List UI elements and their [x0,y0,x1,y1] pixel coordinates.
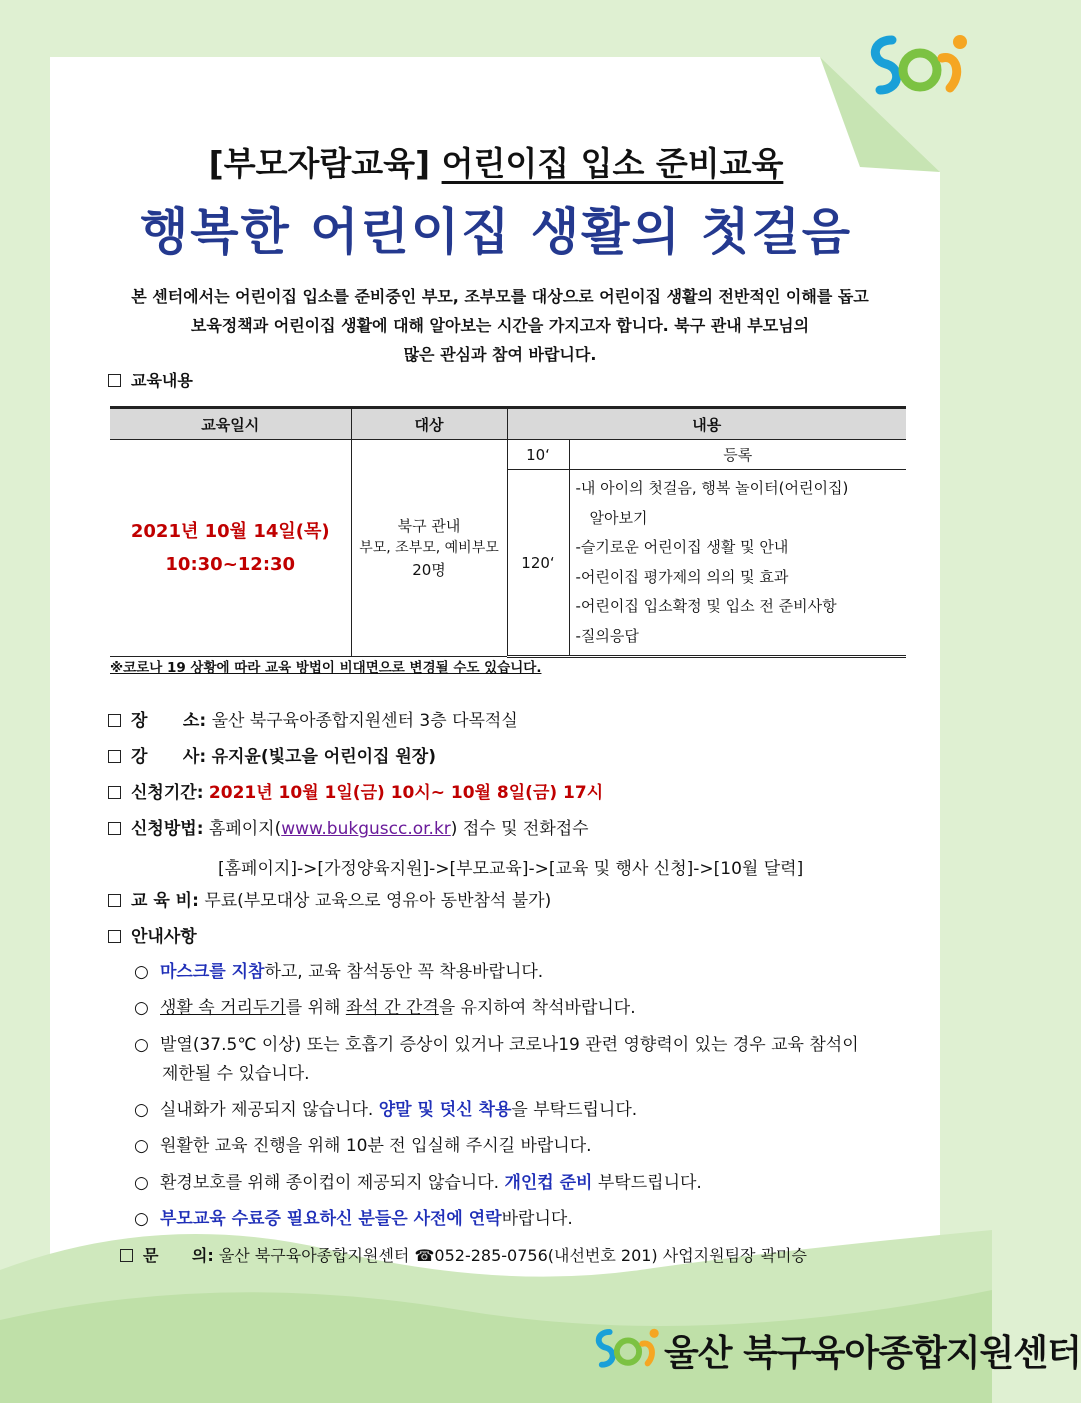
method-path: [홈페이지]->[가정양육지원]->[부모교육]->[교육 및 행사 신청]->[10월 달력] [218,859,804,879]
note-emphasis: 좌석 간 간격 [345,998,439,1018]
info-guide [108,926,197,948]
table-row [110,440,906,470]
circle-bullet-icon: ○ [134,1100,149,1120]
table-header-row [110,408,906,440]
info-value: ) 접수 및 전화접수 [450,819,589,839]
info-value: 유지윤(빛고을 어린이집 원장) [211,747,437,767]
circle-bullet-icon: ○ [134,1136,149,1156]
covid-notice: ※코로나 19 상황에 따라 교육 방법이 비대면으로 변경될 수도 있습니다. [110,660,542,676]
circle-bullet-icon: ○ [134,1209,149,1229]
center-logo-icon [862,30,972,102]
note-emphasis: 마스크를 지참 [160,962,265,982]
program-tag: [부모자람교육] [208,144,431,183]
note-emphasis: 개인컵 준비 [504,1173,593,1193]
checkbox-icon [108,714,121,727]
note-text: 원활한 교육 진행을 위해 10분 전 입실해 주시길 바랍니다. [160,1136,592,1156]
circle-bullet-icon: ○ [134,1035,149,1055]
note-emphasis: 양말 및 덧신 착용 [378,1100,512,1120]
note-text: 부탁드립니다. [592,1173,702,1193]
info-contact [120,1245,807,1267]
guide-note [134,958,924,987]
note-text: 하고, 교육 참석동안 꼭 착용바랍니다. [264,962,544,982]
info-label: 신청기간: [131,783,204,803]
duration-cell: 120‘ [507,470,569,657]
checkbox-icon [120,1249,133,1262]
content-item: -내 아이의 첫걸음, 행복 놀이터(어린이집) [575,479,849,497]
info-label: 문 의: [143,1246,214,1265]
info-period [108,782,603,804]
info-value: 울산 북구육아종합지원센터 3층 다목적실 [211,711,518,731]
header-date: 교육일시 [110,408,351,440]
duration-cell: 10‘ [507,440,569,470]
circle-bullet-icon: ○ [134,998,149,1018]
info-value: 2021년 10월 1일(금) 10시~ 10월 8일(금) 17시 [208,783,604,803]
info-label: 신청방법: [131,819,204,839]
note-text: 환경보호를 위해 종이컵이 제공되지 않습니다. [160,1173,505,1193]
time-text: 10:30~12:30 [165,554,296,575]
guide-note [134,1169,924,1198]
target-text: 북구 관내 [397,517,461,535]
info-lecturer [108,746,436,768]
checkbox-icon [108,374,121,387]
intro-line: 본 센터에서는 어린이집 입소를 준비중인 부모, 조부모를 대상으로 어린이집 생활의 전반적인 이해를 돕고 [131,287,869,306]
content-item: -어린이집 입소확정 및 입소 전 준비사항 [575,597,837,615]
info-label: 강 사: [131,747,207,767]
info-value: 홈페이지( [208,819,282,839]
header-target: 대상 [351,408,507,440]
content-item: -질의응답 [575,626,639,645]
note-text: 발열(37.5℃ 이상) 또는 호흡기 증상이 있거나 코로나19 관련 영향력이 있는 경우 교육 참석이 [160,1035,859,1055]
info-label: 교 육 비: [131,891,199,911]
note-text: 실내화가 제공되지 않습니다. [160,1100,379,1120]
checkbox-icon [108,894,121,907]
checkbox-icon [108,750,121,763]
page-title: 행복한 어린이집 생활의 첫걸음 [139,203,853,261]
note-text: 을 부탁드립니다. [511,1100,638,1120]
content-item: -슬기로운 어린이집 생활 및 안내 [575,538,789,556]
checkbox-icon [108,786,121,799]
target-text: 부모, 조부모, 예비부모 [359,540,499,556]
guide-note [134,1205,924,1234]
date-text: 2021년 10월 14일(목) [130,521,330,542]
note-emphasis: 부모교육 수료증 필요하신 분들은 사전에 연락 [160,1209,502,1229]
date-cell [110,440,351,657]
page-subtitle [0,138,992,185]
guide-note [134,1096,924,1125]
content-list-cell [569,470,906,657]
footer-logo-icon [590,1320,662,1378]
header-content: 내용 [507,408,906,440]
guide-note [134,1031,924,1089]
info-method [108,818,589,840]
target-cell [351,440,507,657]
capacity-text: 20명 [412,561,446,579]
guide-note [134,1132,924,1161]
info-label: 장 소: [131,711,207,731]
circle-bullet-icon: ○ [134,962,149,982]
footer-org-name: 울산 북구육아종합지원센터 [664,1333,1081,1374]
note-text: 를 위해 [285,998,346,1018]
info-label: 안내사항 [131,927,197,947]
info-fee [108,890,551,912]
intro-line: 많은 관심과 참여 바랍니다. [403,345,597,364]
content-item: 알아보기 [589,508,648,527]
note-emphasis: 생활 속 거리두기 [160,998,286,1018]
section-label: 교육내용 [131,371,193,390]
checkbox-icon [108,930,121,943]
checkbox-icon [108,822,121,835]
guide-note [134,994,924,1023]
registration-cell: 등록 [569,440,906,470]
content-item: -어린이집 평가제의 의의 및 효과 [575,567,789,586]
intro-line: 보육정책과 어린이집 생활에 대해 알아보는 시간을 가지고자 합니다. 북구 관내 부모님의 [190,316,810,335]
info-place [108,710,518,732]
program-subtitle: 어린이집 입소 준비교육 [441,144,784,183]
contact-value: 울산 북구육아종합지원센터 ☎052-285-0756(내선번호 201) 사업지원팀장 곽미승 [218,1246,807,1265]
intro-paragraph [100,282,900,369]
note-text: 제한될 수 있습니다. [162,1064,310,1084]
info-value: 무료(부모대상 교육으로 영유아 동반참석 불가) [204,891,552,911]
circle-bullet-icon: ○ [134,1173,149,1193]
homepage-link[interactable]: www.bukguscc.or.kr [281,819,451,839]
note-text: 을 유지하여 착석바랍니다. [438,998,636,1018]
section-education-content [108,368,193,391]
schedule-table [110,406,906,658]
note-text: 바랍니다. [501,1209,573,1229]
